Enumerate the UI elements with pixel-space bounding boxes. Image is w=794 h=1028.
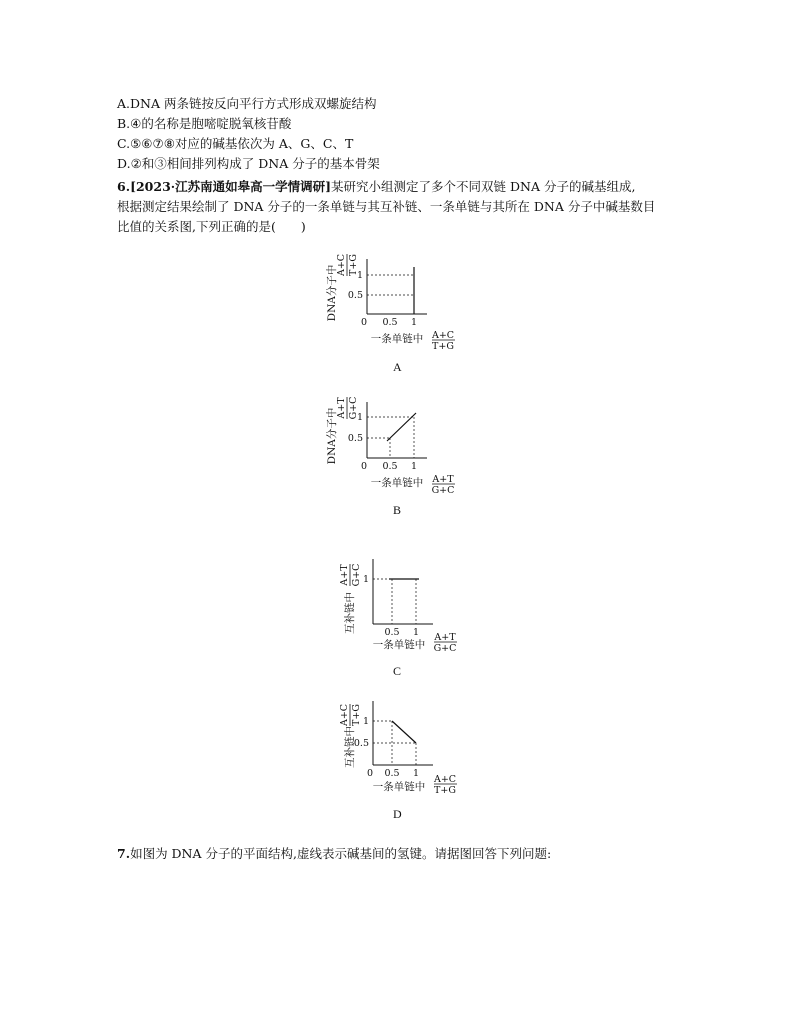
graph-d xyxy=(330,697,470,797)
y-tick-label: 0.5 xyxy=(347,433,363,444)
question-number: 7. xyxy=(117,846,131,861)
graph-b xyxy=(326,388,470,500)
question-7: 7.如图为 DNA 分子的平面结构,虚线表示碱基间的氢键。请据图回答下列问题: xyxy=(117,846,552,861)
x-fraction-numerator: A+T xyxy=(434,632,456,643)
question-number: 6. xyxy=(117,179,131,194)
graph-d-caption: D xyxy=(393,807,402,821)
x-tick-label: 1 xyxy=(410,461,418,472)
x-axis-label: 一条单链中 xyxy=(370,333,424,345)
question-6-line-3: 比值的关系图,下列正确的是( ) xyxy=(117,219,306,234)
option-a: A.DNA 两条链按反向平行方式形成双螺旋结构 xyxy=(117,96,377,111)
y-fraction-numerator: A+C xyxy=(339,703,350,727)
x-fraction-numerator: A+C xyxy=(433,774,457,785)
y-fraction-denominator: G+C xyxy=(351,563,362,587)
graph-b-caption: B xyxy=(393,503,402,517)
x-tick-label: 0.5 xyxy=(382,317,398,328)
y-axis-label: DNA分子中 xyxy=(326,264,338,322)
option-c: C.⑤⑥⑦⑧对应的碱基依次为 A、G、C、T xyxy=(117,136,354,151)
question-6-line-2: 根据测定结果绘制了 DNA 分子的一条单链与其互补链、一条单链与其所在 DNA 分子中碱基数目 xyxy=(117,199,656,214)
x-tick-label: 0.5 xyxy=(384,768,400,779)
graph-a xyxy=(326,243,470,355)
data-line xyxy=(392,721,416,743)
option-d: D.②和③相间排列构成了 DNA 分子的基本骨架 xyxy=(117,156,380,171)
x-axis-label: 一条单链中 xyxy=(370,477,424,489)
x-tick-label: 0.5 xyxy=(382,461,398,472)
x-fraction-denominator: G+C xyxy=(431,485,455,496)
x-axis-label: 一条单链中 xyxy=(372,639,426,651)
x-tick-label: 0 xyxy=(360,317,368,328)
question-source: [2023·江苏南通如皋高一学情调研] xyxy=(130,179,332,194)
x-tick-label: 0 xyxy=(360,461,368,472)
y-fraction-numerator: A+T xyxy=(336,397,347,419)
graph-c-caption: C xyxy=(393,664,402,678)
y-fraction-denominator: T+G xyxy=(351,704,362,726)
y-axis-label: 互补链中 xyxy=(344,592,356,634)
x-fraction-denominator: T+G xyxy=(434,785,456,796)
y-tick-label: 1 xyxy=(362,574,369,585)
x-tick-label: 0.5 xyxy=(384,627,400,638)
x-tick-label: 1 xyxy=(412,627,420,638)
graph-b-svg xyxy=(326,388,470,500)
x-fraction-numerator: A+T xyxy=(432,474,454,485)
y-tick-label: 0.5 xyxy=(353,738,369,749)
y-fraction-numerator: A+T xyxy=(339,564,350,586)
y-tick-label: 1 xyxy=(356,270,363,281)
graph-a-caption: A xyxy=(393,360,402,374)
y-fraction-numerator: A+C xyxy=(336,253,347,277)
x-fraction-denominator: T+G xyxy=(432,341,454,352)
question-6-line-1: 6.[2023·江苏南通如皋高一学情调研]某研究小组测定了多个不同双链 DNA 分子的碱基组成, xyxy=(117,179,636,194)
option-b: B.④的名称是胞嘧啶脱氧核苷酸 xyxy=(117,116,292,131)
graph-c xyxy=(330,555,470,655)
y-fraction-denominator: T+G xyxy=(348,254,359,276)
x-tick-label: 0 xyxy=(366,768,374,779)
x-fraction-denominator: G+C xyxy=(433,643,457,654)
y-tick-label: 1 xyxy=(362,716,369,727)
y-fraction-denominator: G+C xyxy=(348,396,359,420)
x-fraction-numerator: A+C xyxy=(431,330,455,341)
graph-c-svg xyxy=(330,555,470,655)
graph-a-svg xyxy=(326,243,470,355)
x-tick-label: 1 xyxy=(410,317,418,328)
x-axis-label: 一条单链中 xyxy=(372,781,426,793)
y-axis-label: DNA分子中 xyxy=(326,407,338,465)
y-tick-label: 0.5 xyxy=(347,290,363,301)
y-axis-label: 互补链中 xyxy=(344,726,356,768)
x-tick-label: 1 xyxy=(412,768,420,779)
y-tick-label: 1 xyxy=(356,412,363,423)
graph-d-svg xyxy=(330,697,470,797)
